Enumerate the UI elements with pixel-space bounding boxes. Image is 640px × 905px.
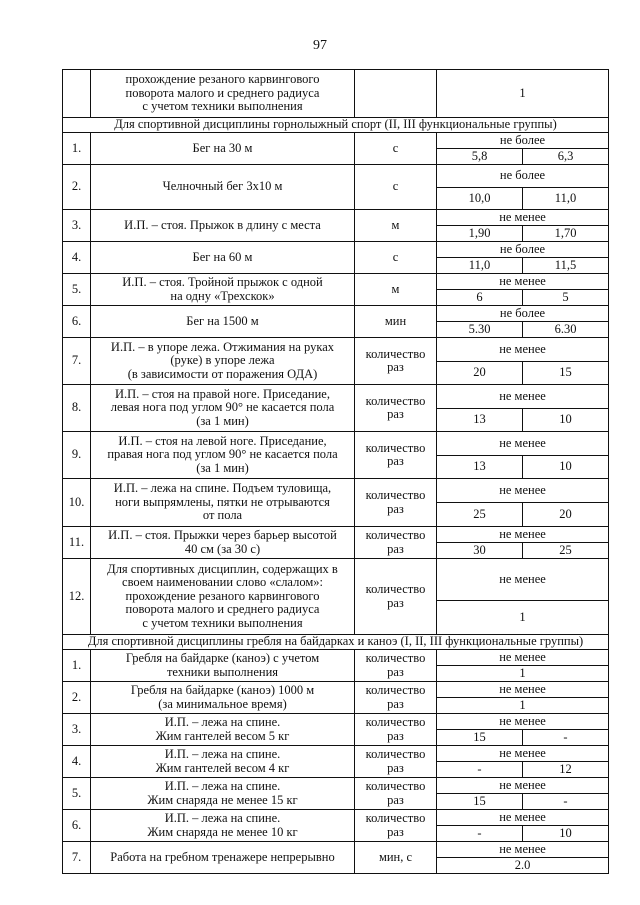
norm-condition: не менее (437, 746, 609, 762)
unit: количество раз (355, 338, 437, 385)
norm-value-1: 15 (437, 794, 523, 810)
exercise-name: И.П. – стоя. Тройной прыжок с одной на одну «Трехскок» (91, 274, 355, 306)
norm-value-1: 10,0 (437, 188, 523, 210)
norm-condition: не менее (437, 778, 609, 794)
norm-value-1: 15 (437, 730, 523, 746)
norm-value-1: 5,8 (437, 149, 523, 165)
exercise-name: Бег на 1500 м (91, 306, 355, 338)
norm-condition: не менее (437, 338, 609, 362)
exercise-name: прохождение резаного карвингового поворота малого и среднего радиуса с учетом техники выполнения (91, 70, 355, 118)
row-number: 7. (63, 338, 91, 385)
unit: с (355, 165, 437, 210)
unit: с (355, 242, 437, 274)
norm-value-2: 1,70 (523, 226, 609, 242)
norm-value-1: - (437, 762, 523, 778)
norm-value-1: 6 (437, 290, 523, 306)
table-row (63, 778, 609, 794)
table-row (63, 682, 609, 698)
norm-value-1: 25 (437, 503, 523, 527)
norm-value-2: 10 (523, 456, 609, 479)
norm-condition: не менее (437, 559, 609, 601)
norm-condition: не менее (437, 714, 609, 730)
exercise-name: Работа на гребном тренажере непрерывно (91, 842, 355, 874)
row-number: 11. (63, 527, 91, 559)
table-row (63, 242, 609, 258)
norm-value-1: - (437, 826, 523, 842)
table-row (63, 70, 609, 118)
norm-value-1: 13 (437, 409, 523, 432)
norm-value: 1 (437, 698, 609, 714)
exercise-name: И.П. – стоя. Прыжок в длину с места (91, 210, 355, 242)
unit: количество раз (355, 432, 437, 479)
exercise-name: И.П. – лежа на спине. Жим снаряда не менее 10 кг (91, 810, 355, 842)
section-header-row (63, 118, 609, 133)
row-number: 5. (63, 778, 91, 810)
norm-condition: не более (437, 165, 609, 188)
row-number: 3. (63, 210, 91, 242)
table-row (63, 527, 609, 543)
row-number: 7. (63, 842, 91, 874)
unit: мин, с (355, 842, 437, 874)
norm-condition: не менее (437, 479, 609, 503)
unit: количество раз (355, 385, 437, 432)
norm-value-1: 5.30 (437, 322, 523, 338)
norm-value: 1 (437, 666, 609, 682)
norm-condition: не более (437, 133, 609, 149)
unit: количество раз (355, 810, 437, 842)
row-number: 6. (63, 810, 91, 842)
exercise-name: Бег на 60 м (91, 242, 355, 274)
unit: м (355, 210, 437, 242)
section-title: Для спортивной дисциплины гребля на байдарках и каноэ (I, II, III функциональные группы) (63, 635, 609, 650)
table-row (63, 810, 609, 826)
row-number: 2. (63, 165, 91, 210)
unit: количество раз (355, 527, 437, 559)
exercise-name: И.П. – в упоре лежа. Отжимания на руках (руке) в упоре лежа (в зависимости от поражения ОДА) (91, 338, 355, 385)
norm-value-2: 25 (523, 543, 609, 559)
table-row (63, 274, 609, 290)
norm-value-2: 20 (523, 503, 609, 527)
norm-condition: не более (437, 242, 609, 258)
unit: количество раз (355, 650, 437, 682)
exercise-name: Гребля на байдарке (каноэ) с учетом техники выполнения (91, 650, 355, 682)
norm-value-2: 5 (523, 290, 609, 306)
row-number: 6. (63, 306, 91, 338)
norm-value-1: 11,0 (437, 258, 523, 274)
table-row (63, 432, 609, 456)
norm-value-1: 20 (437, 362, 523, 385)
row-number: 9. (63, 432, 91, 479)
norm-value-2: 15 (523, 362, 609, 385)
norm-value-2: 10 (523, 409, 609, 432)
norm-value: 1 (437, 70, 609, 118)
unit: количество раз (355, 682, 437, 714)
row-number: 4. (63, 242, 91, 274)
norm-condition: не менее (437, 810, 609, 826)
exercise-name: Челночный бег 3х10 м (91, 165, 355, 210)
row-number: 1. (63, 650, 91, 682)
norms-table (62, 69, 609, 874)
row-number: 1. (63, 133, 91, 165)
row-number (63, 70, 91, 118)
norm-condition: не менее (437, 527, 609, 543)
norm-condition: не менее (437, 842, 609, 858)
unit: количество раз (355, 746, 437, 778)
table-row (63, 338, 609, 362)
section-header-row (63, 635, 609, 650)
exercise-name: Бег на 30 м (91, 133, 355, 165)
norm-value-2: 6.30 (523, 322, 609, 338)
row-number: 3. (63, 714, 91, 746)
norm-value-2: 6,3 (523, 149, 609, 165)
table-row (63, 210, 609, 226)
row-number: 2. (63, 682, 91, 714)
norm-value-1: 30 (437, 543, 523, 559)
unit: количество раз (355, 479, 437, 527)
row-number: 8. (63, 385, 91, 432)
norm-value-2: - (523, 730, 609, 746)
table-row (63, 385, 609, 409)
table-row (63, 650, 609, 666)
norm-condition: не менее (437, 432, 609, 456)
table-row (63, 165, 609, 188)
norm-value: 1 (437, 601, 609, 635)
norm-value-1: 1,90 (437, 226, 523, 242)
row-number: 5. (63, 274, 91, 306)
norm-condition: не более (437, 306, 609, 322)
norm-condition: не менее (437, 650, 609, 666)
table-row (63, 746, 609, 762)
norm-condition: не менее (437, 274, 609, 290)
unit: с (355, 133, 437, 165)
exercise-name: Гребля на байдарке (каноэ) 1000 м (за минимальное время) (91, 682, 355, 714)
norm-value-2: 11,5 (523, 258, 609, 274)
unit: количество раз (355, 778, 437, 810)
table-row (63, 842, 609, 858)
unit: количество раз (355, 559, 437, 635)
page-number: 97 (313, 38, 327, 53)
row-number: 10. (63, 479, 91, 527)
norm-condition: не менее (437, 210, 609, 226)
norm-value-1: 13 (437, 456, 523, 479)
table-row (63, 479, 609, 503)
exercise-name: И.П. – лежа на спине. Подъем туловища, ноги выпрямлены, пятки не отрываются от пола (91, 479, 355, 527)
exercise-name: И.П. – стоя на левой ноге. Приседание, правая нога под углом 90° не касается пола (за 1 мин) (91, 432, 355, 479)
exercise-name: Для спортивных дисциплин, содержащих в своем наименовании слово «слалом»: прохождение резаного карвингового поворота малого и среднего радиуса с учетом техники выполнения (91, 559, 355, 635)
table-row (63, 714, 609, 730)
section-title: Для спортивной дисциплины горнолыжный спорт (II, III функциональные группы) (63, 118, 609, 133)
norm-condition: не менее (437, 385, 609, 409)
exercise-name: И.П. – стоя. Прыжки через барьер высотой 40 см (за 30 с) (91, 527, 355, 559)
table-row (63, 306, 609, 322)
norm-value-2: 12 (523, 762, 609, 778)
norm-value-2: - (523, 794, 609, 810)
norm-value-2: 11,0 (523, 188, 609, 210)
unit: количество раз (355, 714, 437, 746)
exercise-name: И.П. – лежа на спине. Жим гантелей весом 5 кг (91, 714, 355, 746)
exercise-name: И.П. – стоя на правой ноге. Приседание, левая нога под углом 90° не касается пола (за 1 мин) (91, 385, 355, 432)
unit (355, 70, 437, 118)
row-number: 12. (63, 559, 91, 635)
table-row (63, 133, 609, 149)
norm-value-2: 10 (523, 826, 609, 842)
exercise-name: И.П. – лежа на спине. Жим снаряда не менее 15 кг (91, 778, 355, 810)
exercise-name: И.П. – лежа на спине. Жим гантелей весом 4 кг (91, 746, 355, 778)
norm-value: 2.0 (437, 858, 609, 874)
unit: м (355, 274, 437, 306)
table-row (63, 559, 609, 601)
norm-condition: не менее (437, 682, 609, 698)
row-number: 4. (63, 746, 91, 778)
unit: мин (355, 306, 437, 338)
